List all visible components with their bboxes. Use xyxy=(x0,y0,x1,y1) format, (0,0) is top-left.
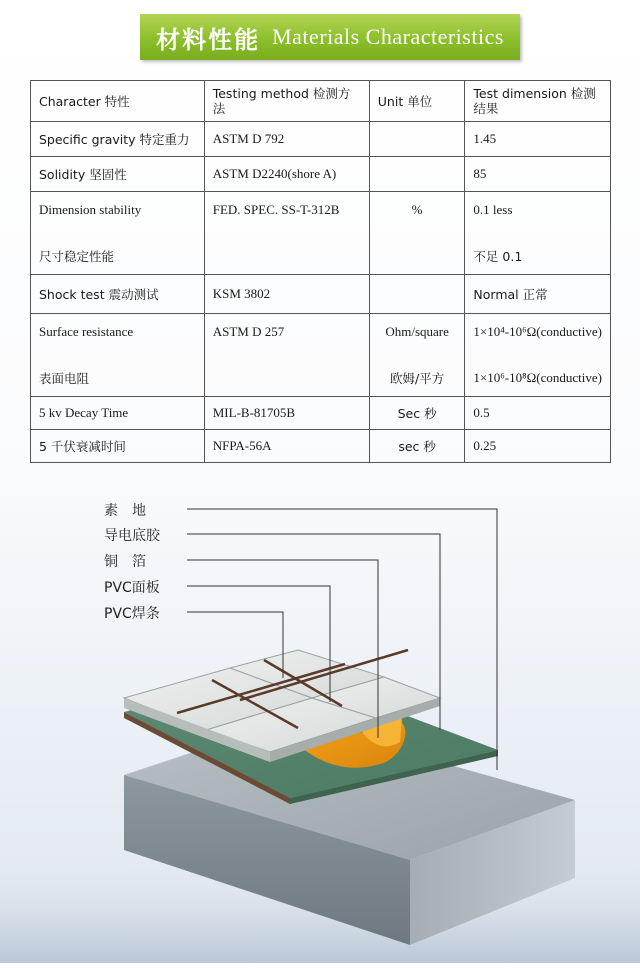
cell-result: 0.25 xyxy=(465,430,611,463)
cell-character xyxy=(31,192,205,275)
cell-result-en: 0.1 less xyxy=(473,202,513,217)
cell-character-en: Dimension stability xyxy=(39,202,142,217)
cell-character: Shock test 震动测试 xyxy=(31,275,205,314)
cell-unit xyxy=(369,122,465,157)
cell-method: FED. SPEC. SS-T-312B xyxy=(204,192,369,275)
cell-character: Specific gravity 特定重力 xyxy=(31,122,205,157)
header-unit: Unit 单位 xyxy=(369,81,465,122)
header-character: Character 特性 xyxy=(31,81,205,122)
floor-cross-section-illustration xyxy=(0,480,640,963)
label-conductive-primer: 导电底胶 xyxy=(104,528,160,544)
table-row xyxy=(31,397,611,430)
cell-character: 5 kv Decay Time xyxy=(31,397,205,430)
properties-table xyxy=(30,80,611,463)
title-en: Materials Characteristics xyxy=(272,24,504,49)
cell-result-1: 1×10⁴-10⁶Ω(conductive) xyxy=(473,324,602,339)
cell-result: 85 xyxy=(465,157,611,192)
cell-result-zh: 不足 0.1 xyxy=(473,249,523,264)
cell-unit: Sec 秒 xyxy=(369,397,465,430)
cell-method: NFPA-56A xyxy=(204,430,369,463)
cell-character: 5 千伏衰减时间 xyxy=(31,430,205,463)
cell-character xyxy=(31,314,205,397)
cell-unit-en: Ohm/square xyxy=(385,324,449,339)
cell-result xyxy=(465,314,611,397)
cell-result-2: 1×10⁶-10⁸Ω(conductive) xyxy=(473,370,602,386)
cell-unit xyxy=(369,157,465,192)
cell-unit: sec 秒 xyxy=(369,430,465,463)
title-banner xyxy=(140,14,520,60)
header-method: Testing method 检测方法 xyxy=(204,81,369,122)
table-row xyxy=(31,275,611,314)
label-pvc-weld-rod: PVC焊条 xyxy=(104,606,160,622)
cell-method: ASTM D 792 xyxy=(204,122,369,157)
cell-character-zh: 尺寸稳定性能 xyxy=(39,249,115,264)
cell-result: 1.45 xyxy=(465,122,611,157)
cell-method: ASTM D 257 xyxy=(204,314,369,397)
cell-unit xyxy=(369,314,465,397)
cell-method: MIL-B-81705B xyxy=(204,397,369,430)
label-copper-foil: 铜 箔 xyxy=(104,554,146,570)
label-pvc-panel: PVC面板 xyxy=(104,580,160,596)
cell-unit-zh: 欧姆/平方 xyxy=(389,371,445,386)
cell-unit: % xyxy=(369,192,465,275)
cell-method: KSM 3802 xyxy=(204,275,369,314)
cell-result: Normal 正常 xyxy=(465,275,611,314)
table-row xyxy=(31,430,611,463)
cell-result xyxy=(465,192,611,275)
title-zh: 材料性能 xyxy=(156,25,261,54)
table-header-row xyxy=(31,81,611,122)
floor-layer-diagram xyxy=(0,480,640,963)
cell-method: ASTM D2240(shore A) xyxy=(204,157,369,192)
label-base: 素 地 xyxy=(104,503,146,519)
table-row xyxy=(31,122,611,157)
cell-character-en: Surface resistance xyxy=(39,324,134,339)
table-row xyxy=(31,314,611,397)
cell-unit xyxy=(369,275,465,314)
table-row xyxy=(31,192,611,275)
cell-character: Solidity 坚固性 xyxy=(31,157,205,192)
header-result: Test dimension 检测结果 xyxy=(465,81,611,122)
cell-character-zh: 表面电阻 xyxy=(39,371,90,386)
table-row xyxy=(31,157,611,192)
cell-result: 0.5 xyxy=(465,397,611,430)
